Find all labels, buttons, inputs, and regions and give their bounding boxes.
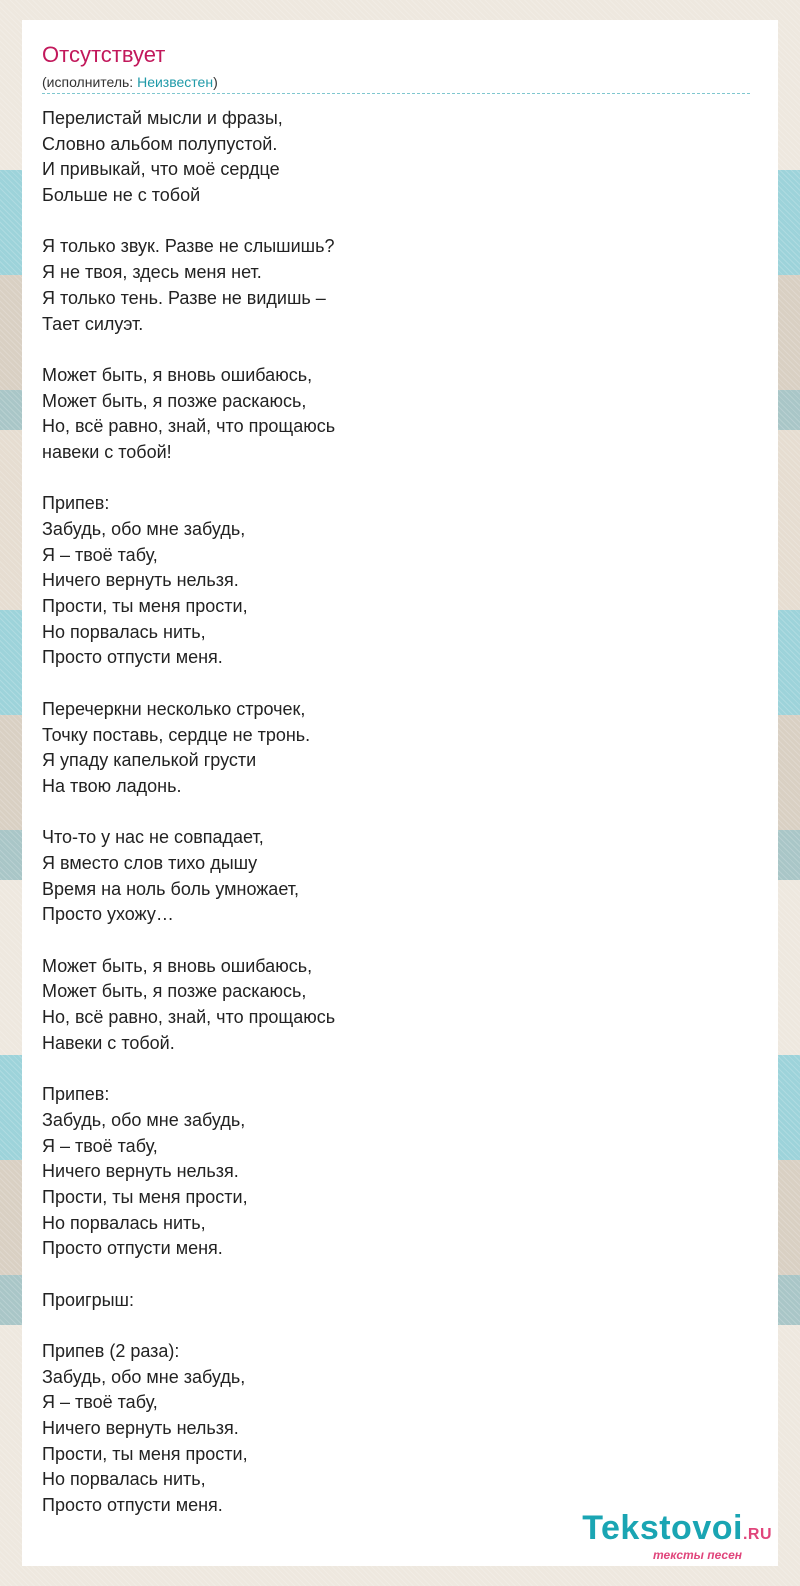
logo-tld: .RU	[742, 1526, 772, 1543]
artist-line	[42, 72, 758, 92]
lyric-line: Забудь, обо мне забудь,	[42, 1109, 246, 1130]
lyric-line	[42, 1056, 758, 1082]
lyric-line	[42, 337, 758, 363]
lyric-line: Просто ухожу…	[42, 904, 174, 925]
lyric-line: Прости, ты меня прости,	[42, 1443, 248, 1464]
lyric-line: Время на ноль боль умножает,	[42, 878, 299, 899]
lyric-line: Я только звук. Разве не слышишь?	[42, 236, 335, 257]
artist-link[interactable]: Неизвестен	[137, 74, 214, 90]
lyric-line: Но порвалась нить,	[42, 621, 206, 642]
logo-main-text: Tekstovoi	[582, 1509, 743, 1547]
lyric-line: Но, всё равно, знай, что прощаюсь	[42, 416, 336, 437]
lyric-line: Но порвалась нить,	[42, 1469, 206, 1490]
logo-subtitle: тексты песен	[653, 1548, 742, 1562]
lyric-line: Я только тень. Разве не видишь –	[42, 287, 326, 308]
lyric-line: Словно альбом полупустой.	[42, 133, 278, 154]
title-divider	[42, 93, 750, 94]
lyric-line: Забудь, обо мне забудь,	[42, 519, 246, 539]
song-title: Отсутствует	[42, 42, 166, 67]
lyric-line: Тает силуэт.	[42, 313, 144, 334]
lyric-line: Просто отпусти меня.	[42, 1495, 223, 1516]
lyric-line: Но, всё равно, знай, что прощаюсь	[42, 1007, 336, 1028]
lyric-line	[42, 209, 758, 235]
lyric-line: Больше не с тобой	[42, 185, 201, 206]
lyric-line: Я упаду капелькой грусти	[42, 750, 257, 771]
lyric-line: Перечеркни несколько строчек,	[42, 698, 306, 719]
lyric-line: навеки с тобой!	[42, 441, 172, 462]
lyric-line: Я не твоя, здесь меня нет.	[42, 262, 262, 283]
lyric-line	[42, 928, 758, 954]
lyric-line	[42, 466, 758, 492]
lyric-line: Может быть, я вновь ошибаюсь,	[42, 364, 313, 385]
lyric-line: Ничего вернуть нельзя.	[42, 570, 239, 591]
artist-suffix: )	[213, 74, 218, 90]
lyric-line: Может быть, я позже раскаюсь,	[42, 390, 307, 411]
lyric-line: На твою ладонь.	[42, 775, 182, 796]
lyric-line: Точку поставь, сердце не тронь.	[42, 724, 311, 745]
lyric-line: Проигрыш:	[42, 1289, 134, 1310]
lyric-line: Ничего вернуть нельзя.	[42, 1161, 239, 1182]
lyric-line: Перелистай мысли и фразы,	[42, 108, 283, 128]
lyric-line	[42, 671, 758, 697]
lyric-line: Но порвалась нить,	[42, 1212, 206, 1233]
site-logo[interactable]	[582, 1511, 772, 1562]
lyric-line: Я – твоё табу,	[42, 1135, 158, 1156]
lyric-line: Просто отпусти меня.	[42, 647, 223, 668]
lyric-line: Просто отпусти меня.	[42, 1238, 223, 1259]
lyric-line	[42, 800, 758, 826]
lyric-line	[42, 1262, 758, 1288]
lyric-line: Припев:	[42, 493, 110, 514]
lyric-line: И привыкай, что моё сердце	[42, 159, 280, 180]
lyric-line	[42, 1313, 758, 1339]
lyric-line: Что-то у нас не совпадает,	[42, 827, 264, 848]
logo-wordmark	[582, 1511, 772, 1552]
lyric-line: Припев:	[42, 1084, 110, 1105]
lyric-line: Навеки с тобой.	[42, 1032, 175, 1053]
lyric-line: Забудь, обо мне забудь,	[42, 1366, 246, 1387]
artist-prefix: (исполнитель:	[42, 74, 138, 90]
lyrics-card	[22, 20, 778, 1566]
lyric-line: Я – твоё табу,	[42, 1392, 158, 1413]
lyric-line: Ничего вернуть нельзя.	[42, 1418, 239, 1439]
lyric-line: Может быть, я позже раскаюсь,	[42, 981, 307, 1002]
lyric-line: Может быть, я вновь ошибаюсь,	[42, 955, 313, 976]
lyric-line: Я вместо слов тихо дышу	[42, 852, 258, 873]
lyrics-text	[42, 106, 758, 1519]
lyric-line: Прости, ты меня прости,	[42, 1186, 248, 1207]
lyric-line: Прости, ты меня прости,	[42, 596, 248, 617]
lyric-line: Я – твоё табу,	[42, 544, 158, 565]
lyric-line: Припев (2 раза):	[42, 1341, 180, 1361]
